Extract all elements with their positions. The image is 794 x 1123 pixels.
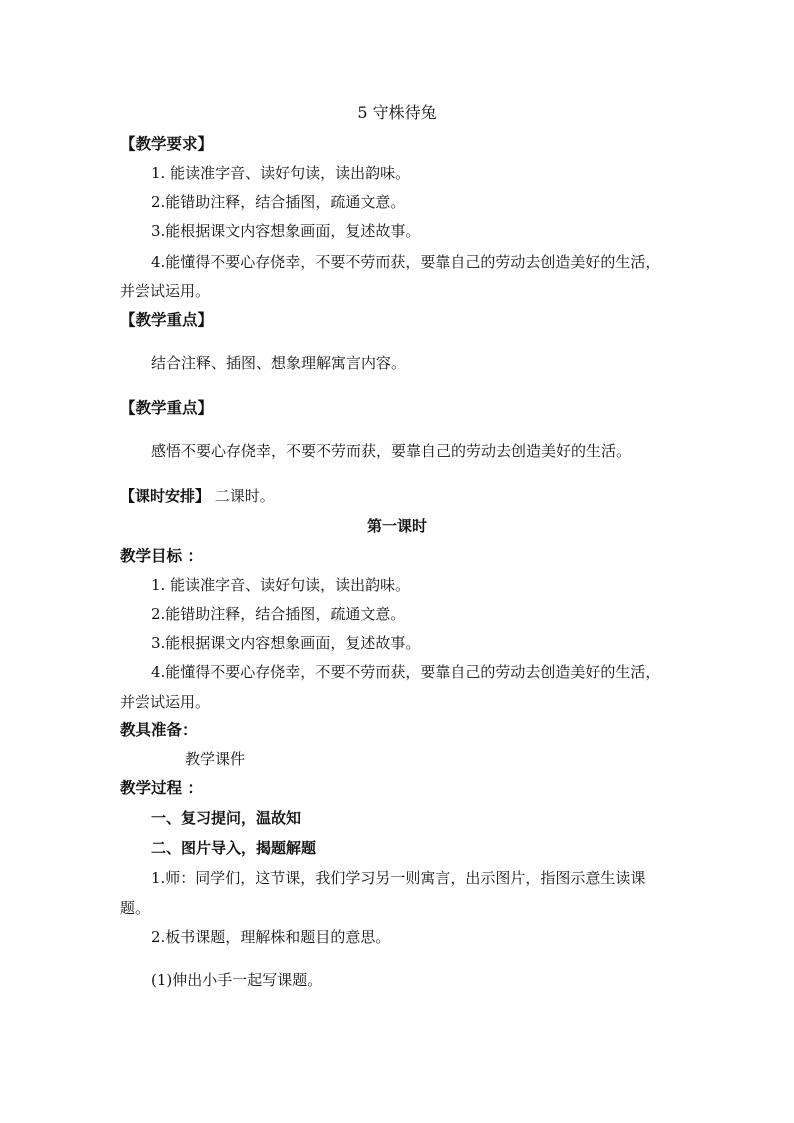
tools-text: 教学课件 (185, 750, 246, 768)
requirement-item-1: 1. 能读准字音、读好句读，读出韵味。 (151, 164, 411, 182)
process-step-2-paragraph-1: 1.师：同学们，这节课，我们学习另一则寓言，出示图片，指图示意生读课 (151, 869, 646, 887)
key-points-text-2: 感悟不要心存侥幸，不要不劳而获，要靠自己的劳动去创造美好的生活。 (151, 442, 632, 460)
process-step-2-paragraph-1-continued: 题。 (120, 899, 151, 917)
section-heading-goals: 教学目标 ： (120, 546, 203, 565)
section-heading-requirements: 【教学要求】 (120, 134, 214, 153)
goal-item-4-continued: 并尝试运用。 (120, 693, 211, 711)
requirement-item-4: 4.能懂得不要心存侥幸，不要不劳而获，要靠自己的劳动去创造美好的生活， (151, 253, 661, 271)
section-heading-tools: 教具准备： (120, 720, 198, 739)
goal-item-4: 4.能懂得不要心存侥幸，不要不劳而获，要靠自己的劳动去创造美好的生活， (151, 663, 661, 681)
key-points-text: 结合注释、插图、想象理解寓言内容。 (151, 354, 407, 372)
process-step-1: 一、复习提问，温故知 (151, 809, 302, 827)
goal-item-2: 2.能错助注释，结合插图，疏通文意。 (151, 605, 406, 623)
section-heading-key-points-2: 【教学重点】 (120, 398, 214, 417)
process-step-2-paragraph-3: (1)伸出小手一起写课题。 (151, 971, 323, 989)
requirement-item-3: 3.能根据课文内容想象画面，复述故事。 (151, 222, 421, 240)
goal-item-3: 3.能根据课文内容想象画面，复述故事。 (151, 634, 421, 652)
section-heading-key-points: 【教学重点】 (120, 310, 214, 329)
section-heading-process: 教学过程 ： (120, 778, 203, 797)
goal-item-1: 1. 能读准字音、读好句读，读出韵味。 (151, 576, 411, 594)
section-heading-schedule: 【课时安排】 (120, 487, 211, 505)
schedule-line (120, 486, 275, 506)
process-step-2: 二、图片导入，揭题解题 (151, 839, 317, 857)
requirement-item-2: 2.能错助注释，结合插图，疏通文意。 (151, 193, 406, 211)
process-step-2-paragraph-2: 2.板书课题，理解株和题目的意思。 (151, 928, 391, 946)
lesson-title: 5 守株待兔 (357, 103, 437, 122)
lesson-period-title: 第一课时 (366, 517, 427, 535)
schedule-text: 二课时。 (210, 487, 275, 505)
requirement-item-4-continued: 并尝试运用。 (120, 282, 211, 300)
